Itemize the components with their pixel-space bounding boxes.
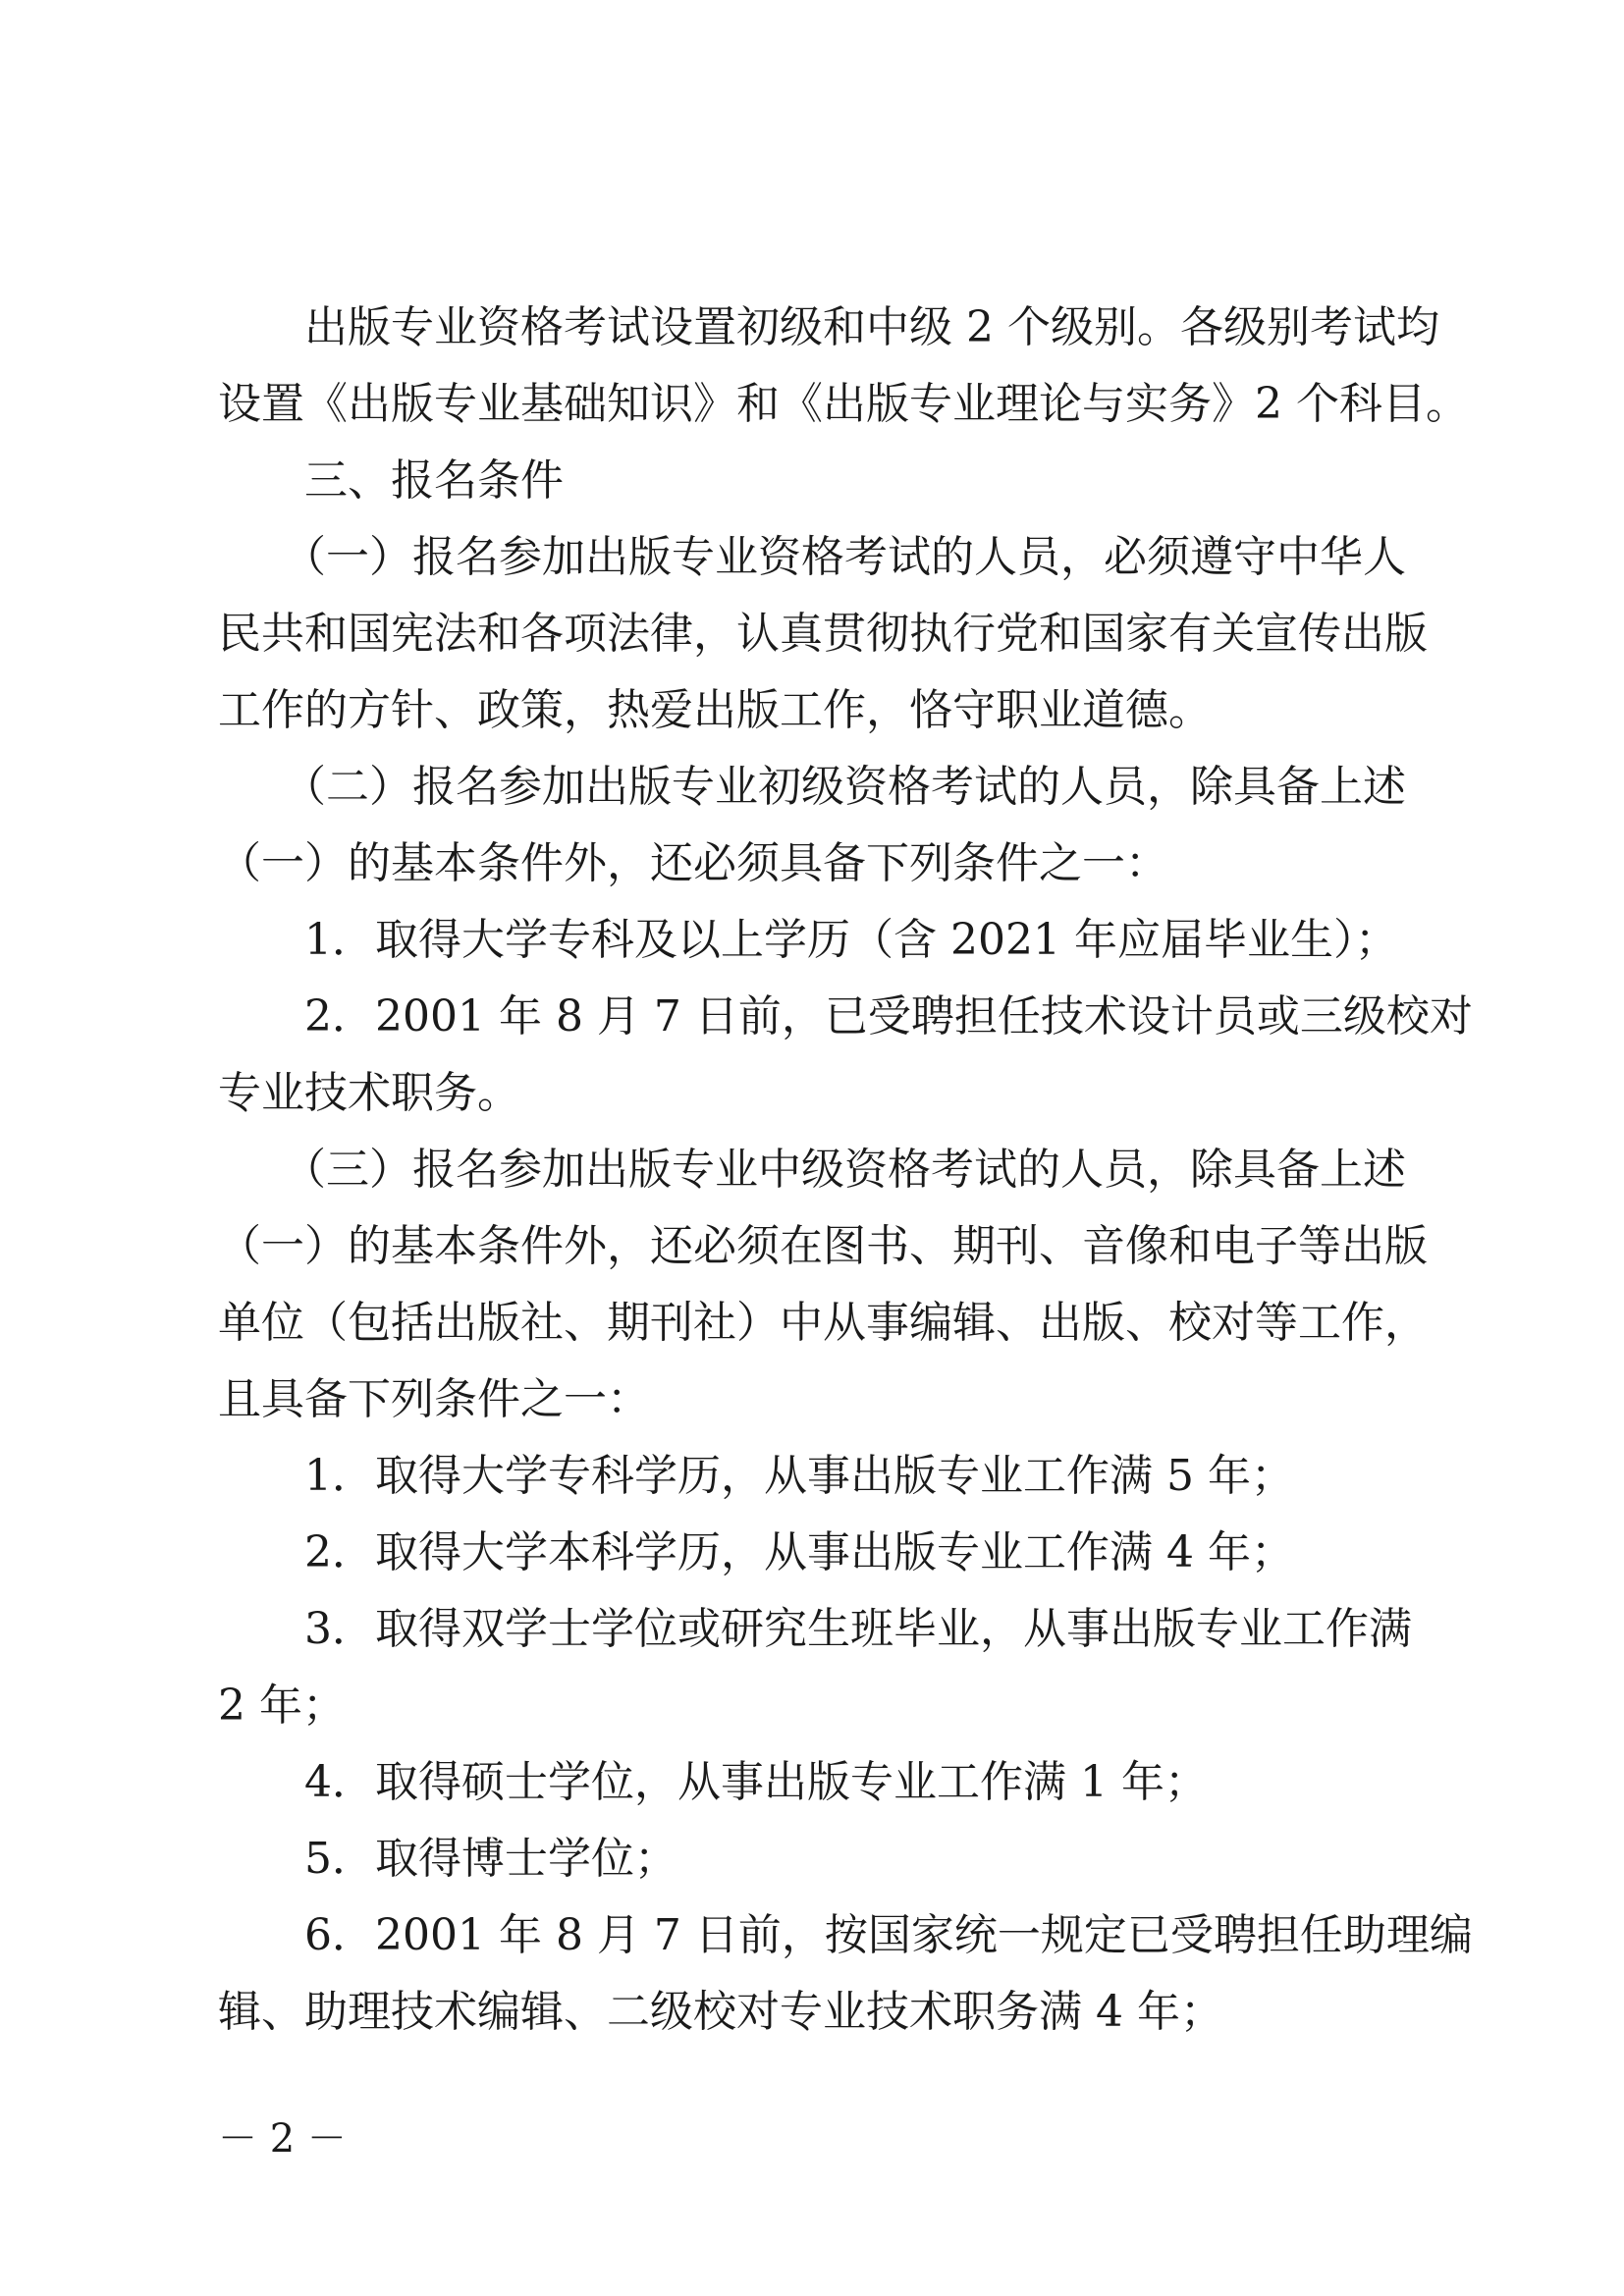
paragraph-line-7: （二）报名参加出版专业初级资格考试的人员，除具备上述 <box>218 762 1406 812</box>
paragraph-line-18: 3．取得双学士学位或研究生班毕业，从事出版专业工作满 <box>218 1604 1412 1654</box>
section-heading-registration-conditions: 三、报名条件 <box>218 455 564 506</box>
paragraph-line-17: 2．取得大学本科学历，从事出版专业工作满 4 年； <box>218 1527 1294 1577</box>
paragraph-line-4: （一）报名参加出版专业资格考试的人员，必须遵守中华人 <box>218 532 1406 582</box>
page-number: － 2 － <box>218 2116 347 2162</box>
paragraph-line-6: 工作的方针、政策，热爱出版工作，恪守职业道德。 <box>218 685 1212 735</box>
paragraph-line-14: 单位（包括出版社、期刊社）中从事编辑、出版、校对等工作， <box>218 1298 1428 1348</box>
paragraph-line-15: 且具备下列条件之一： <box>218 1374 650 1424</box>
paragraph-line-23: 辑、助理技术编辑、二级校对专业技术职务满 4 年； <box>218 1987 1223 2037</box>
paragraph-line-16: 1．取得大学专科学历，从事出版专业工作满 5 年； <box>218 1451 1294 1501</box>
paragraph-line-19: 2 年； <box>218 1681 346 1731</box>
paragraph-line-13: （一）的基本条件外，还必须在图书、期刊、音像和电子等出版 <box>218 1221 1428 1271</box>
paragraph-line-10: 2．2001 年 8 月 7 日前，已受聘担任技术设计员或三级校对 <box>218 991 1473 1041</box>
paragraph-line-1: 出版专业资格考试设置初级和中级 2 个级别。各级别考试均 <box>218 302 1439 352</box>
paragraph-line-8: （一）的基本条件外，还必须具备下列条件之一： <box>218 838 1168 888</box>
paragraph-line-22: 6．2001 年 8 月 7 日前，按国家统一规定已受聘担任助理编 <box>218 1910 1473 1960</box>
paragraph-line-5: 民共和国宪法和各项法律，认真贯彻执行党和国家有关宣传出版 <box>218 609 1428 659</box>
paragraph-line-2: 设置《出版专业基础知识》和《出版专业理论与实务》2 个科目。 <box>218 379 1469 429</box>
paragraph-line-21: 5．取得博士学位； <box>218 1834 677 1884</box>
paragraph-line-12: （三）报名参加出版专业中级资格考试的人员，除具备上述 <box>218 1145 1406 1195</box>
paragraph-line-9: 1．取得大学专科及以上学历（含 2021 年应届毕业生）； <box>218 915 1398 965</box>
paragraph-line-20: 4．取得硕士学位，从事出版专业工作满 1 年； <box>218 1757 1208 1807</box>
paragraph-line-11: 专业技术职务。 <box>218 1068 520 1118</box>
